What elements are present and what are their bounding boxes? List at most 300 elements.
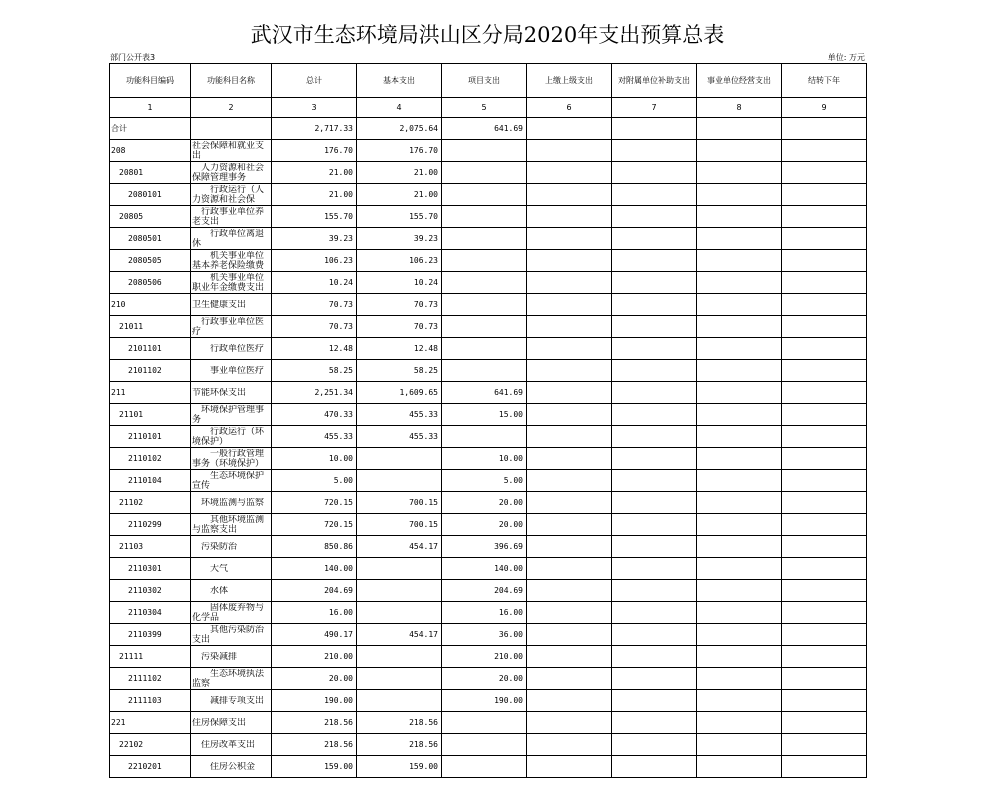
- name-cell: [191, 426, 272, 448]
- basic-text: 455.33: [409, 431, 438, 441]
- basic-text: 70.73: [413, 299, 438, 309]
- name-cell: [191, 316, 272, 338]
- upper-payment-cell: [527, 382, 612, 404]
- header-carryover: [782, 64, 867, 98]
- name-text: 其他污染防治支出: [192, 624, 265, 645]
- business-cell: [697, 360, 782, 382]
- subsidy-cell: [612, 712, 697, 734]
- carryover-cell: [782, 294, 867, 316]
- code-text: 2080506: [128, 277, 162, 287]
- total-text: 21.00: [328, 167, 353, 177]
- business-cell: [697, 426, 782, 448]
- basic-cell: [357, 470, 442, 492]
- project-cell: [442, 338, 527, 360]
- name-cell: [191, 448, 272, 470]
- code-cell: [110, 624, 191, 646]
- upper-payment-cell: [527, 294, 612, 316]
- basic-text: 10.24: [413, 277, 438, 287]
- column-number-text: 1: [147, 102, 153, 112]
- project-cell: [442, 492, 527, 514]
- name-text: 环境监测与监察: [201, 497, 265, 508]
- upper-payment-cell: [527, 514, 612, 536]
- basic-cell: [357, 272, 442, 294]
- subsidy-cell: [612, 756, 697, 778]
- project-text: 396.69: [494, 541, 523, 551]
- code-text: 2080501: [128, 233, 162, 243]
- name-text: 行政运行（人力资源和社会保: [192, 184, 265, 205]
- carryover-cell: [782, 184, 867, 206]
- business-cell: [697, 382, 782, 404]
- column-number-3: [272, 98, 357, 118]
- upper-payment-cell: [527, 184, 612, 206]
- header-code: [110, 64, 191, 98]
- code-text: 2110399: [128, 629, 162, 639]
- total-cell: [272, 360, 357, 382]
- total-text: 58.25: [328, 365, 353, 375]
- name-cell: [191, 712, 272, 734]
- carryover-cell: [782, 382, 867, 404]
- basic-text: 700.15: [409, 497, 438, 507]
- subsidy-cell: [612, 734, 697, 756]
- total-text: 10.00: [328, 453, 353, 463]
- upper-payment-cell: [527, 118, 612, 140]
- upper-payment-cell: [527, 426, 612, 448]
- business-cell: [697, 118, 782, 140]
- total-text: 850.86: [324, 541, 353, 551]
- subsidy-cell: [612, 140, 697, 162]
- subsidy-cell: [612, 624, 697, 646]
- name-cell: [191, 580, 272, 602]
- subsidy-cell: [612, 404, 697, 426]
- subsidy-cell: [612, 206, 697, 228]
- code-cell: [110, 448, 191, 470]
- project-text: 5.00: [503, 475, 523, 485]
- total-text: 490.17: [324, 629, 353, 639]
- basic-text: 454.17: [409, 629, 438, 639]
- name-text: 节能环保支出: [192, 387, 247, 398]
- total-text: 720.15: [324, 497, 353, 507]
- name-cell: [191, 558, 272, 580]
- code-cell: [110, 470, 191, 492]
- code-cell: [110, 184, 191, 206]
- code-text: 221: [111, 717, 126, 727]
- total-text: 21.00: [328, 189, 353, 199]
- name-cell: [191, 734, 272, 756]
- basic-cell: [357, 602, 442, 624]
- total-cell: [272, 734, 357, 756]
- total-cell: [272, 250, 357, 272]
- upper-payment-cell: [527, 470, 612, 492]
- name-cell: [191, 382, 272, 404]
- column-number-text: 6: [566, 102, 572, 112]
- name-text: 行政单位离退休: [192, 228, 265, 249]
- basic-cell: [357, 448, 442, 470]
- basic-text: 176.70: [409, 145, 438, 155]
- code-text: 2110304: [128, 607, 162, 617]
- business-cell: [697, 712, 782, 734]
- name-text: 水体: [210, 585, 229, 596]
- name-text: 行政事业单位医疗: [192, 316, 265, 337]
- project-cell: [442, 646, 527, 668]
- code-text: 2110301: [128, 563, 162, 573]
- subsidy-cell: [612, 360, 697, 382]
- carryover-cell: [782, 602, 867, 624]
- subsidy-cell: [612, 316, 697, 338]
- name-text: 大气: [210, 563, 229, 574]
- header-name-text: 功能科目名称: [207, 75, 255, 85]
- total-cell: [272, 338, 357, 360]
- upper-payment-cell: [527, 646, 612, 668]
- name-text: 事业单位医疗: [210, 365, 265, 376]
- total-cell: [272, 272, 357, 294]
- total-cell: [272, 514, 357, 536]
- code-cell: [110, 360, 191, 382]
- name-cell: [191, 756, 272, 778]
- code-text: 21101: [119, 409, 144, 419]
- basic-text: 39.23: [413, 233, 438, 243]
- basic-cell: [357, 426, 442, 448]
- name-cell: [191, 470, 272, 492]
- column-number-1: [110, 98, 191, 118]
- code-text: 211: [111, 387, 126, 397]
- business-cell: [697, 602, 782, 624]
- total-text: 2,251.34: [314, 387, 353, 397]
- project-cell: [442, 756, 527, 778]
- project-cell: [442, 140, 527, 162]
- project-cell: [442, 250, 527, 272]
- business-cell: [697, 162, 782, 184]
- carryover-cell: [782, 470, 867, 492]
- business-cell: [697, 580, 782, 602]
- name-cell: [191, 228, 272, 250]
- subsidy-cell: [612, 272, 697, 294]
- code-text: 22102: [119, 739, 144, 749]
- basic-text: 12.48: [413, 343, 438, 353]
- name-text: 一般行政管理事务（环境保护）: [192, 448, 265, 469]
- carryover-cell: [782, 756, 867, 778]
- code-cell: [110, 118, 191, 140]
- project-text: 36.00: [498, 629, 523, 639]
- header-subsidy-text: 对附属单位补助支出: [618, 75, 690, 85]
- basic-text: 155.70: [409, 211, 438, 221]
- code-text: 20801: [119, 167, 144, 177]
- total-cell: [272, 756, 357, 778]
- name-cell: [191, 360, 272, 382]
- code-text: 2110104: [128, 475, 162, 485]
- total-text: 155.70: [324, 211, 353, 221]
- carryover-cell: [782, 668, 867, 690]
- total-cell: [272, 668, 357, 690]
- total-text: 190.00: [324, 695, 353, 705]
- carryover-cell: [782, 558, 867, 580]
- project-text: 210.00: [494, 651, 523, 661]
- name-cell: [191, 624, 272, 646]
- total-cell: [272, 294, 357, 316]
- basic-text: 58.25: [413, 365, 438, 375]
- code-text: 21102: [119, 497, 144, 507]
- project-text: 140.00: [494, 563, 523, 573]
- total-cell: [272, 316, 357, 338]
- name-text: 机关事业单位基本养老保险缴费: [192, 250, 265, 271]
- code-cell: [110, 646, 191, 668]
- name-cell: [191, 118, 272, 140]
- code-text: 2210201: [128, 761, 162, 771]
- carryover-cell: [782, 624, 867, 646]
- code-text: 2110302: [128, 585, 162, 595]
- project-cell: [442, 426, 527, 448]
- basic-cell: [357, 184, 442, 206]
- code-cell: [110, 382, 191, 404]
- upper-payment-cell: [527, 492, 612, 514]
- header-business-text: 事业单位经营支出: [707, 75, 771, 85]
- name-text: 固体废弃物与化学品: [192, 602, 265, 623]
- name-cell: [191, 272, 272, 294]
- total-text: 210.00: [324, 651, 353, 661]
- carryover-cell: [782, 690, 867, 712]
- subsidy-cell: [612, 690, 697, 712]
- total-cell: [272, 558, 357, 580]
- project-cell: [442, 734, 527, 756]
- header-total-text: 总计: [306, 75, 322, 85]
- basic-text: 159.00: [409, 761, 438, 771]
- project-cell: [442, 690, 527, 712]
- total-text: 70.73: [328, 299, 353, 309]
- carryover-cell: [782, 536, 867, 558]
- basic-cell: [357, 558, 442, 580]
- name-cell: [191, 690, 272, 712]
- total-text: 470.33: [324, 409, 353, 419]
- total-text: 720.15: [324, 519, 353, 529]
- code-text: 2080101: [128, 189, 162, 199]
- total-cell: [272, 448, 357, 470]
- code-text: 2110102: [128, 453, 162, 463]
- subsidy-cell: [612, 294, 697, 316]
- column-number-9: [782, 98, 867, 118]
- subsidy-cell: [612, 426, 697, 448]
- carryover-cell: [782, 140, 867, 162]
- upper-payment-cell: [527, 404, 612, 426]
- basic-cell: [357, 338, 442, 360]
- code-text: 21103: [119, 541, 144, 551]
- name-cell: [191, 404, 272, 426]
- business-cell: [697, 184, 782, 206]
- project-cell: [442, 382, 527, 404]
- code-cell: [110, 514, 191, 536]
- basic-cell: [357, 382, 442, 404]
- business-cell: [697, 250, 782, 272]
- code-cell: [110, 668, 191, 690]
- project-text: 190.00: [494, 695, 523, 705]
- column-number-6: [527, 98, 612, 118]
- total-cell: [272, 470, 357, 492]
- basic-text: 70.73: [413, 321, 438, 331]
- total-text: 218.56: [324, 717, 353, 727]
- code-cell: [110, 272, 191, 294]
- column-number-text: 8: [736, 102, 742, 112]
- project-text: 16.00: [498, 607, 523, 617]
- basic-cell: [357, 646, 442, 668]
- name-text: 住房公积金: [210, 761, 256, 772]
- code-cell: [110, 756, 191, 778]
- total-text: 2,717.33: [314, 123, 353, 133]
- table-number: 部门公开表3: [110, 53, 156, 62]
- basic-text: 218.56: [409, 717, 438, 727]
- subsidy-cell: [612, 338, 697, 360]
- carryover-cell: [782, 118, 867, 140]
- subsidy-cell: [612, 492, 697, 514]
- code-text: 2111102: [128, 673, 162, 683]
- code-text: 2110101: [128, 431, 162, 441]
- total-text: 10.24: [328, 277, 353, 287]
- subsidy-cell: [612, 448, 697, 470]
- project-cell: [442, 162, 527, 184]
- upper-payment-cell: [527, 228, 612, 250]
- project-text: 20.00: [498, 519, 523, 529]
- basic-text: 455.33: [409, 409, 438, 419]
- carryover-cell: [782, 206, 867, 228]
- basic-cell: [357, 536, 442, 558]
- header-total: [272, 64, 357, 98]
- basic-cell: [357, 360, 442, 382]
- project-text: 15.00: [498, 409, 523, 419]
- business-cell: [697, 514, 782, 536]
- header-business: [697, 64, 782, 98]
- name-text: 减排专项支出: [210, 695, 265, 706]
- project-text: 20.00: [498, 497, 523, 507]
- code-cell: [110, 734, 191, 756]
- code-cell: [110, 338, 191, 360]
- project-cell: [442, 184, 527, 206]
- total-cell: [272, 382, 357, 404]
- column-number-5: [442, 98, 527, 118]
- subsidy-cell: [612, 558, 697, 580]
- upper-payment-cell: [527, 602, 612, 624]
- upper-payment-cell: [527, 756, 612, 778]
- name-text: 人力资源和社会保障管理事务: [192, 162, 265, 183]
- column-number-4: [357, 98, 442, 118]
- code-text: 20805: [119, 211, 144, 221]
- carryover-cell: [782, 514, 867, 536]
- subsidy-cell: [612, 536, 697, 558]
- code-cell: [110, 558, 191, 580]
- code-cell: [110, 712, 191, 734]
- name-cell: [191, 140, 272, 162]
- subsidy-cell: [612, 118, 697, 140]
- upper-payment-cell: [527, 360, 612, 382]
- name-text: 机关事业单位职业年金缴费支出: [192, 272, 265, 293]
- code-cell: [110, 426, 191, 448]
- business-cell: [697, 470, 782, 492]
- name-text: 污染减排: [201, 651, 238, 662]
- name-cell: [191, 514, 272, 536]
- upper-payment-cell: [527, 316, 612, 338]
- carryover-cell: [782, 404, 867, 426]
- project-cell: [442, 118, 527, 140]
- total-text: 140.00: [324, 563, 353, 573]
- total-cell: [272, 712, 357, 734]
- total-cell: [272, 118, 357, 140]
- name-text: 行政运行（环境保护）: [192, 426, 265, 447]
- project-cell: [442, 536, 527, 558]
- subsidy-cell: [612, 228, 697, 250]
- project-text: 20.00: [498, 673, 523, 683]
- name-text: 其他环境监测与监察支出: [192, 514, 265, 535]
- carryover-cell: [782, 646, 867, 668]
- upper-payment-cell: [527, 272, 612, 294]
- business-cell: [697, 140, 782, 162]
- subsidy-cell: [612, 250, 697, 272]
- header-basic: [357, 64, 442, 98]
- project-cell: [442, 602, 527, 624]
- upper-payment-cell: [527, 162, 612, 184]
- name-text: 生态环境保护宣传: [192, 470, 265, 491]
- code-cell: [110, 492, 191, 514]
- business-cell: [697, 228, 782, 250]
- code-cell: [110, 602, 191, 624]
- basic-text: 2,075.64: [399, 123, 438, 133]
- upper-payment-cell: [527, 580, 612, 602]
- name-cell: [191, 184, 272, 206]
- code-text: 2101101: [128, 343, 162, 353]
- upper-payment-cell: [527, 690, 612, 712]
- project-text: 641.69: [494, 387, 523, 397]
- upper-payment-cell: [527, 558, 612, 580]
- code-text: 2101102: [128, 365, 162, 375]
- business-cell: [697, 294, 782, 316]
- name-cell: [191, 602, 272, 624]
- name-text: 生态环境执法监察: [192, 668, 265, 689]
- header-basic-text: 基本支出: [383, 75, 415, 85]
- project-cell: [442, 448, 527, 470]
- name-text: 住房改革支出: [201, 739, 256, 750]
- upper-payment-cell: [527, 624, 612, 646]
- total-cell: [272, 602, 357, 624]
- upper-payment-cell: [527, 448, 612, 470]
- basic-cell: [357, 118, 442, 140]
- code-cell: [110, 580, 191, 602]
- unit-label: 单位: 万元: [827, 53, 865, 62]
- total-text: 106.23: [324, 255, 353, 265]
- upper-payment-cell: [527, 536, 612, 558]
- basic-cell: [357, 756, 442, 778]
- project-cell: [442, 360, 527, 382]
- name-cell: [191, 492, 272, 514]
- basic-cell: [357, 294, 442, 316]
- header-project: [442, 64, 527, 98]
- name-text: 行政事业单位养老支出: [192, 206, 265, 227]
- project-cell: [442, 558, 527, 580]
- carryover-cell: [782, 448, 867, 470]
- name-cell: [191, 250, 272, 272]
- name-cell: [191, 206, 272, 228]
- code-cell: [110, 140, 191, 162]
- column-number-text: 4: [396, 102, 402, 112]
- total-cell: [272, 206, 357, 228]
- project-cell: [442, 294, 527, 316]
- business-cell: [697, 272, 782, 294]
- project-cell: [442, 514, 527, 536]
- basic-cell: [357, 140, 442, 162]
- code-cell: [110, 228, 191, 250]
- total-text: 16.00: [328, 607, 353, 617]
- basic-cell: [357, 712, 442, 734]
- basic-text: 21.00: [413, 189, 438, 199]
- header-subsidy: [612, 64, 697, 98]
- code-cell: [110, 162, 191, 184]
- project-cell: [442, 206, 527, 228]
- upper-payment-cell: [527, 206, 612, 228]
- basic-text: 106.23: [409, 255, 438, 265]
